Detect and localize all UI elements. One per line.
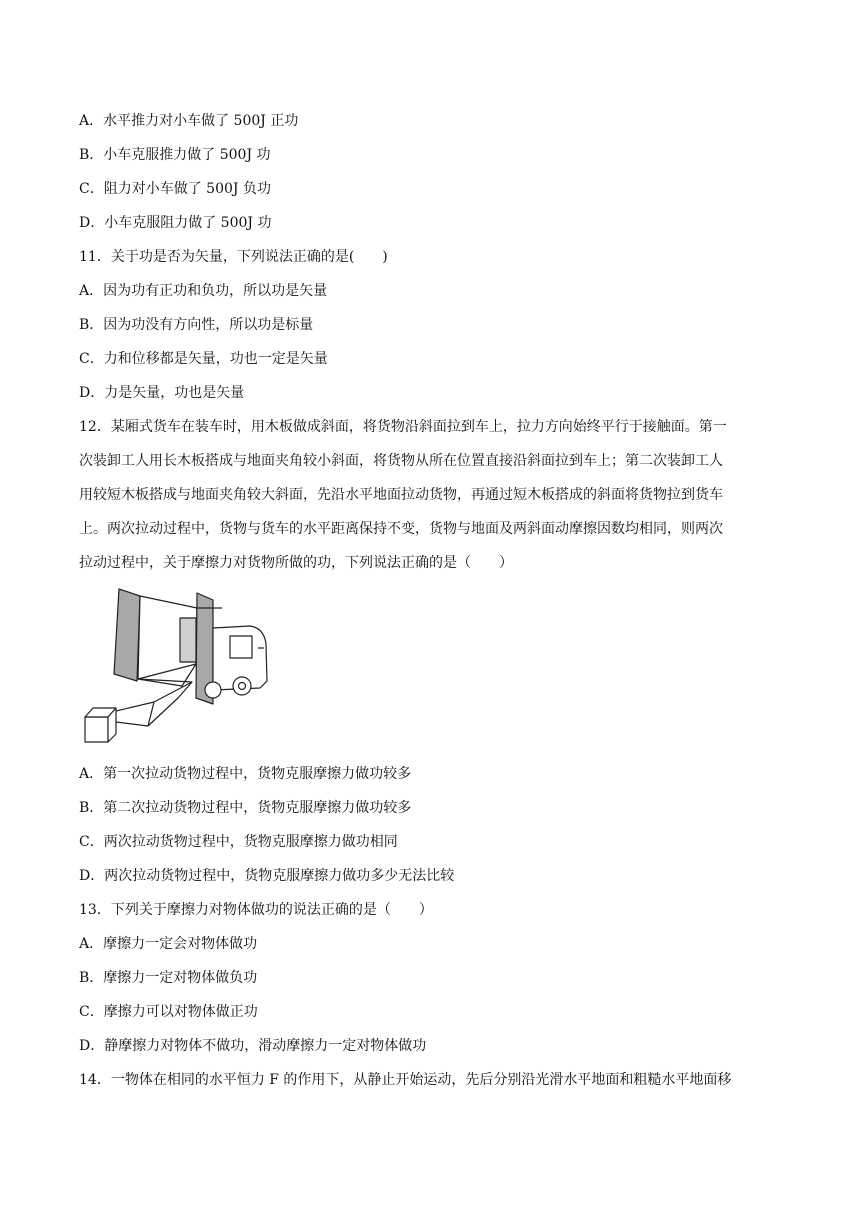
q10-option-a: A．水平推力对小车做了 500J 正功 — [79, 113, 299, 129]
truck-ramp-illustration — [82, 586, 272, 746]
q13-option-a: A．摩擦力一定会对物体做功 — [79, 936, 258, 952]
q12-option-d: D．两次拉动货物过程中，货物克服摩擦力做功多少无法比较 — [79, 868, 455, 884]
q11-option-b: B．因为功没有方向性，所以功是标量 — [79, 317, 314, 333]
q13-option-c: C．摩擦力可以对物体做正功 — [79, 1004, 258, 1020]
q14-stem: 14．一物体在相同的水平恒力 F 的作用下，从静止开始运动，先后分别沿光滑水平地面和粗糙水平地面移 — [79, 1072, 732, 1088]
q12-stem-line: 上。两次拉动过程中，货物与货车的水平距离保持不变，货物与地面及两斜面动摩擦因数均相同，则两次 — [79, 521, 723, 537]
q13-stem: 13．下列关于摩擦力对物体做功的说法正确的是（ ） — [79, 902, 433, 918]
q12-stem-line: 12．某厢式货车在装车时，用木板做成斜面，将货物沿斜面拉到车上，拉力方向始终平行于接触面。第一 — [79, 419, 727, 435]
q11-stem: 11．关于功是否为矢量，下列说法正确的是( ) — [79, 249, 388, 265]
q13-option-d: D．静摩擦力对物体不做功，滑动摩擦力一定对物体做功 — [79, 1038, 427, 1054]
q12-stem-line: 拉动过程中，关于摩擦力对货物所做的功，下列说法正确的是（ ） — [79, 555, 513, 571]
q11-option-d: D．力是矢量，功也是矢量 — [79, 385, 245, 401]
truck-ramp-figure — [82, 586, 272, 746]
q10-option-b: B．小车克服推力做了 500J 功 — [79, 147, 271, 163]
q13-option-b: B．摩擦力一定对物体做负功 — [79, 970, 258, 986]
q10-option-c: C．阻力对小车做了 500J 负功 — [79, 181, 271, 197]
q12-stem-line: 次装卸工人用长木板搭成与地面夹角较小斜面，将货物从所在位置直接沿斜面拉到车上；第二次装卸工人 — [79, 453, 723, 469]
q12-stem — [79, 410, 781, 580]
q12-option-a: A．第一次拉动货物过程中，货物克服摩擦力做功较多 — [79, 766, 412, 782]
q11-option-c: C．力和位移都是矢量，功也一定是矢量 — [79, 351, 328, 367]
q12-option-c: C．两次拉动货物过程中，货物克服摩擦力做功相同 — [79, 834, 398, 850]
q11-option-a: A．因为功有正功和负功，所以功是矢量 — [79, 283, 328, 299]
q10-option-d: D．小车克服阻力做了 500J 功 — [79, 215, 272, 231]
q12-option-b: B．第二次拉动货物过程中，货物克服摩擦力做功较多 — [79, 800, 412, 816]
q12-stem-line: 用较短木板搭成与地面夹角较大斜面，先沿水平地面拉动货物，再通过短木板搭成的斜面将货物拉到货车 — [79, 487, 723, 503]
